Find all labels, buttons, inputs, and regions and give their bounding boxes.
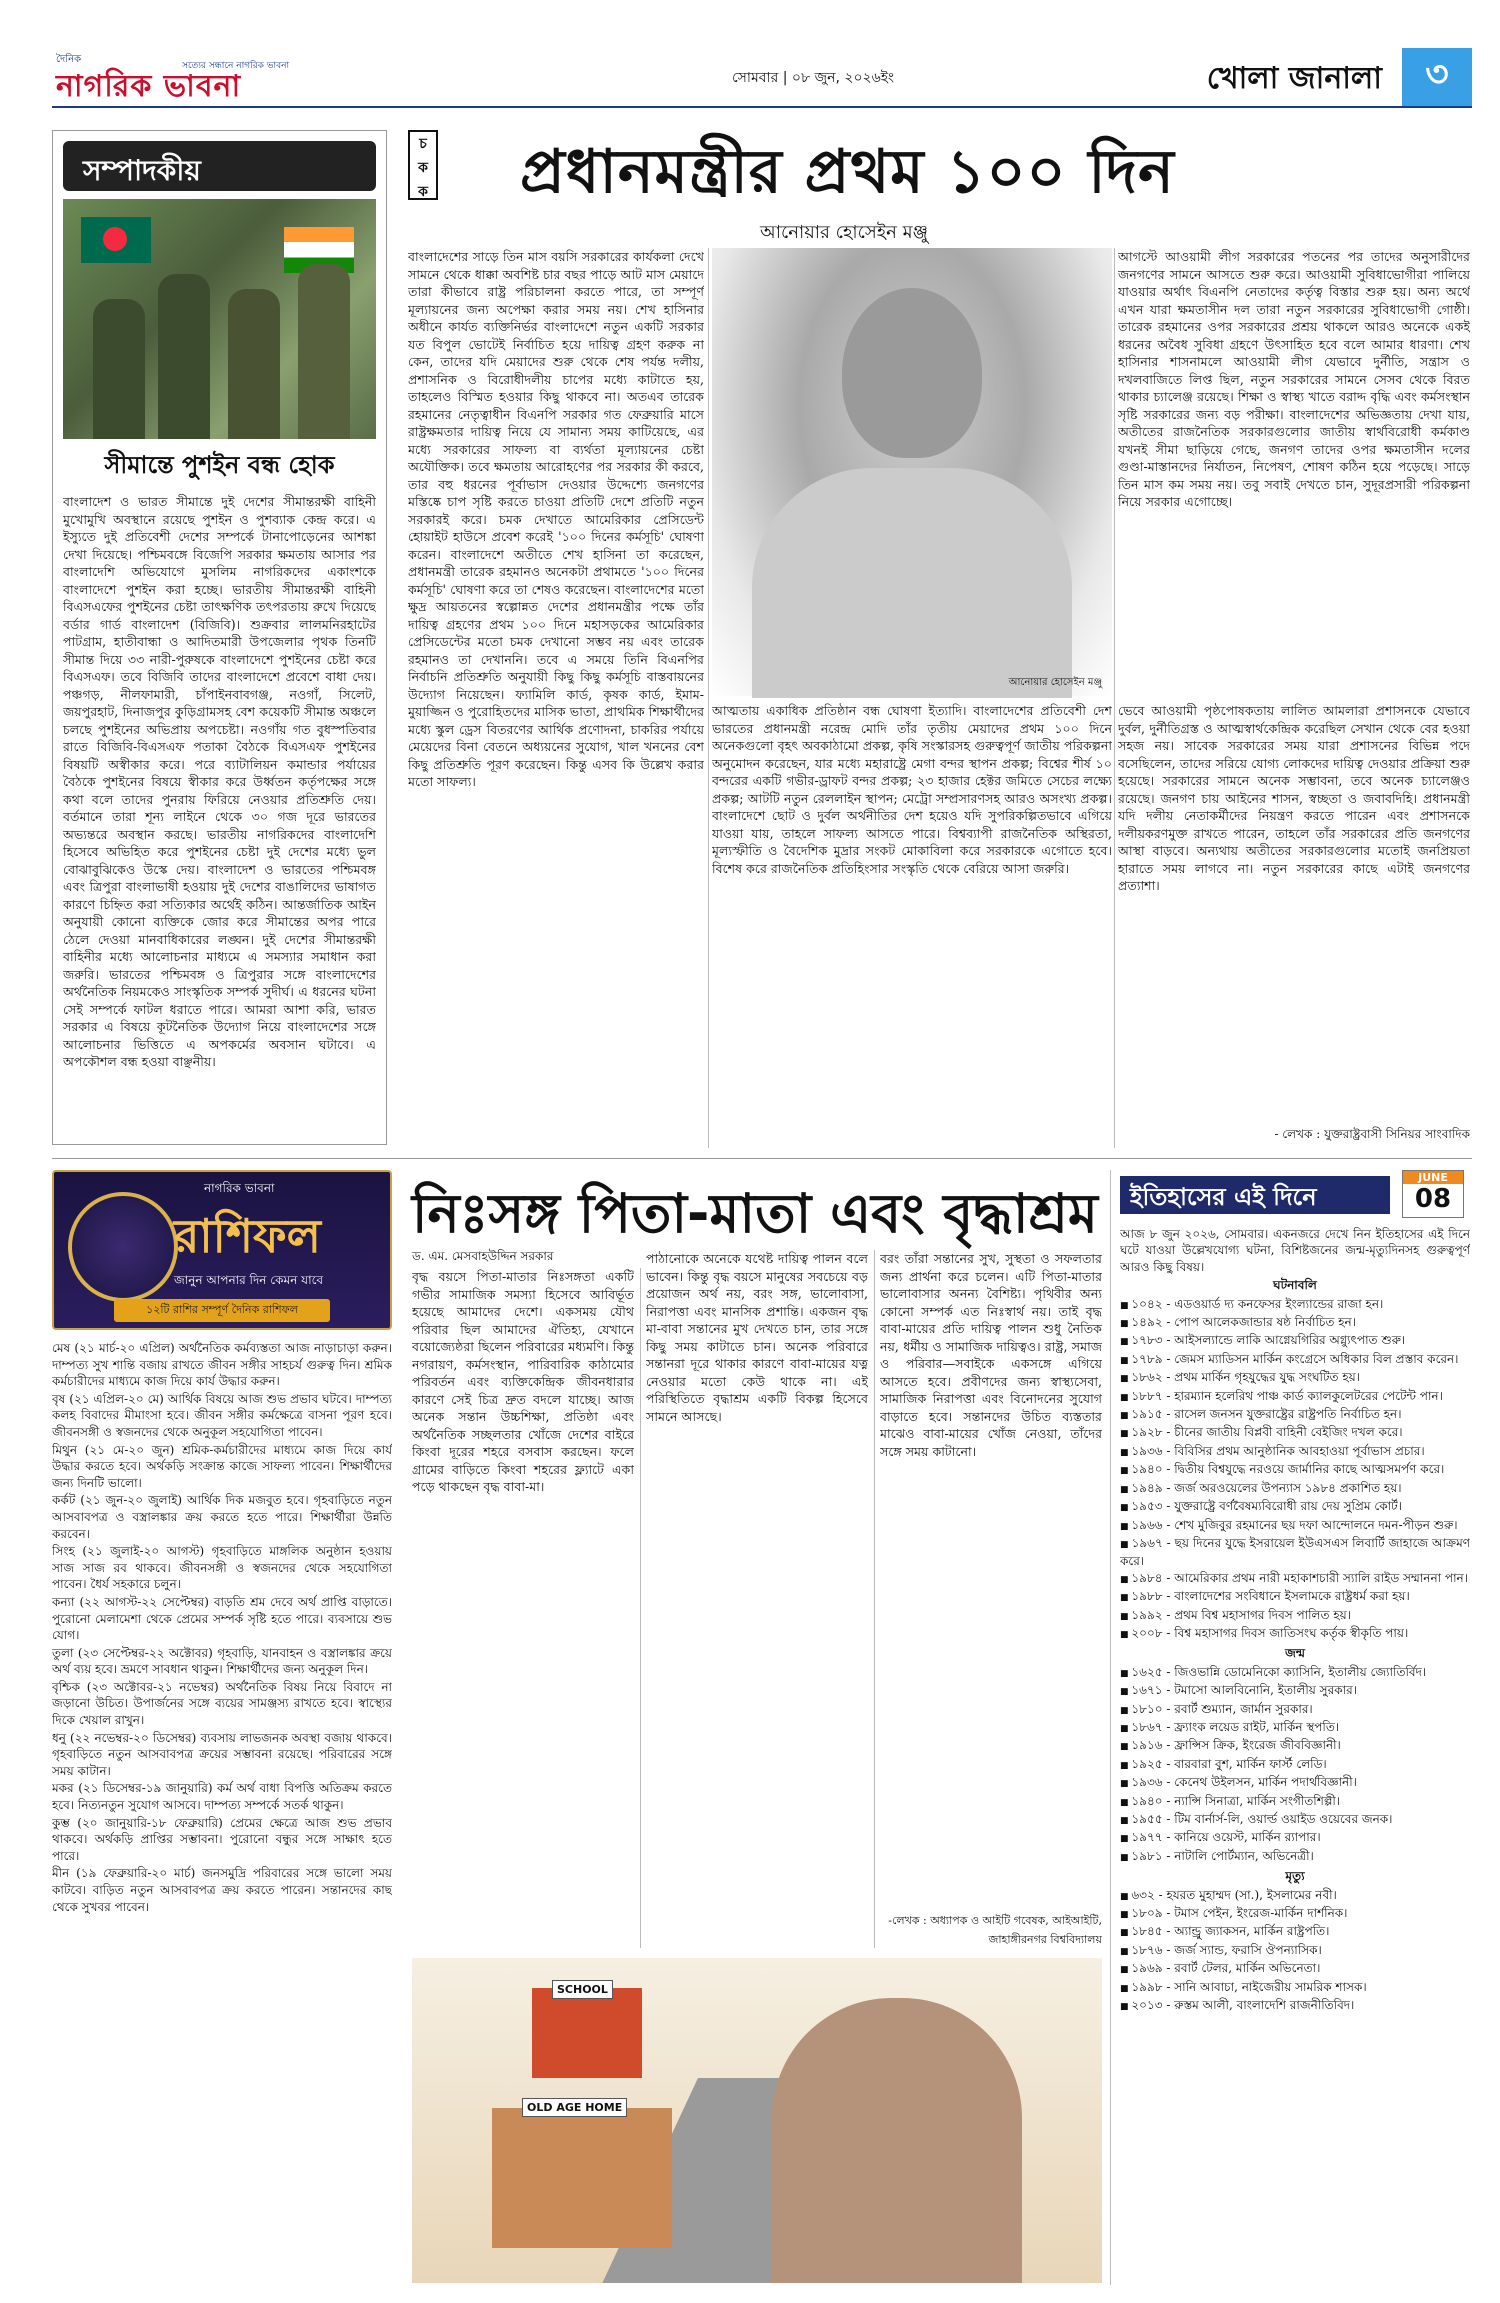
- history-intro: আজ ৮ জুন ২০২৬, সোমবার। একনজরে দেখে নিন ইতিহাসের এই দিনে ঘটে যাওয়া উল্লেখযোগ্য ঘটনা, বিশিষ্টজনের জন্ম-মৃত্যুদিনসহ গুরুত্বপূর্ণ আরও কিছু বিষয়।: [1120, 1227, 1470, 1274]
- history-event: ■ ১৯৬৬ - শেখ মুজিবুর রহমানের ছয় দফা আন্দোলনে দমন-পীড়ন শুরু।: [1120, 1517, 1470, 1535]
- column-divider: [1114, 248, 1115, 1148]
- history-header: [1120, 1170, 1470, 1218]
- editorial-title: সীমান্তে পুশইন বন্ধ হোক: [104, 451, 335, 479]
- logo-tagline: সত্যের সন্ধানে নাগরিক ভাবনা: [182, 61, 290, 71]
- main-article-author: আনোয়ার হোসেইন মঞ্জু: [760, 222, 928, 243]
- history-event: ■ ১৭৮৩ - আইসল্যান্ডে লাকি আগ্নেয়গিরির অগ্ন্যুৎপাত শুরু।: [1120, 1332, 1470, 1350]
- soldier-figure: [93, 299, 145, 439]
- editorial-banner: সম্পাদকীয়: [63, 141, 376, 191]
- history-event: ■ ১৯৫৩ - যুক্তরাষ্ট্রে বর্ণবৈষম্যবিরোধী রায় দেয় সুপ্রিম কোর্ট।: [1120, 1498, 1470, 1516]
- horoscope-item: সিংহ (২১ জুলাই-২০ আগস্ট) গৃহবাড়িতে মাঙ্গলিক অনুষ্ঠান হওয়ায় সাজ সাজ রব থাকবে। জীবনসঙ্গী ও স্বজনদের থেকে সহযোগিতা পাবেন। ধৈর্য সহকারে চলুন।: [52, 1544, 392, 1592]
- horoscope-item: মীন (১৯ ফেব্রুয়ারি-২০ মার্চ) জনসমুদ্রি পরিবারের সঙ্গে ভালো সময় কাটবে। বাড়িত নতুন আসবাবপত্র ক্রয় করতে পারেন। সন্তানদের কাছ থেকে সুখবর পাবেন।: [52, 1866, 392, 1914]
- article2-column-1: বৃদ্ধ বয়সে পিতা-মাতার নিঃসঙ্গতা একটি গভীর সামাজিক সমস্যা হিসেবে আবির্ভূত হয়েছে আমাদের দেশে। একসময় যৌথ পরিবার ছিল আমাদের ঐতিহ্য, যেখানে বয়োজ্যেষ্ঠরা ছিলেন পরিবারের মধ্যমণি। কিন্তু নগরায়ণ, কর্মসংস্থান, পারিবারিক কাঠামোর পরিবর্তন এবং ব্যক্তিকেন্দ্রিক জীবনধারার কারণে সেই চিত্র দ্রুত বদলে যাচ্ছে। আজ অনেক সন্তান উচ্চশিক্ষা, প্রতিষ্ঠা এবং অর্থনৈতিক সচ্ছলতার খোঁজে দেশের বাইরে কিংবা দূরের শহরে বসবাস করছেন। ফলে গ্রামের বাড়িতে কিংবা শহরের ফ্ল্যাটে একা পড়ে থাকছেন বৃদ্ধ বাবা-মা।: [412, 1269, 634, 1494]
- horoscope-banner-brand: নাগরিক ভাবনা: [204, 1181, 275, 1195]
- old-age-home-sign: OLD AGE HOME: [522, 2098, 627, 2117]
- old-age-home-building-icon: [492, 2108, 672, 2248]
- horoscope-subtitle: জানুন আপনার দিন কেমন যাবে: [174, 1273, 324, 1287]
- history-birth: ■ ১৮৬৭ - ফ্র্যাংক লয়েড রাইট, মার্কিন স্থপতি।: [1120, 1719, 1470, 1737]
- column-divider: [708, 248, 709, 1148]
- history-event: ■ ১৯৮৪ - আমেরিকার প্রথম নারী মহাকাশচারী স্যালি রাইড সম্মাননা পান।: [1120, 1570, 1470, 1588]
- section-divider: [52, 1158, 1472, 1159]
- deaths-list: [1120, 1887, 1470, 2016]
- history-event: ■ ১৯২৮ - চীনের জাতীয় বিপ্লবী বাহিনী বেইজিং দখল করে।: [1120, 1424, 1470, 1442]
- history-event: ■ ১৯৯২ - প্রথম বিশ্ব মহাসাগর দিবস পালিত হয়।: [1120, 1607, 1470, 1625]
- history-event: ■ ২০০৮ - বিশ্ব মহাসাগর দিবস জাতিসংঘ কর্তৃক স্বীকৃতি পায়।: [1120, 1625, 1470, 1643]
- column-divider: [1110, 1170, 1111, 2285]
- page-number: ৩: [1402, 48, 1472, 106]
- calendar-month: JUNE: [1403, 1171, 1463, 1184]
- column-label: [408, 130, 438, 200]
- newspaper-logo[interactable]: [52, 52, 292, 102]
- horoscope-item: কর্কট (২১ জুন-২০ জুলাই) আর্থিক দিক মজবুত হবে। গৃহবাড়িতে নতুন আসবাবপত্র ও বস্ত্রালঙ্কার ক্রয় করতে হতে পারে। শিক্ষার্থীরা উন্নতি করবেন।: [52, 1493, 392, 1541]
- history-death: ■ ১৯৯৮ - সানি আবাচা, নাইজেরীয় সামরিক শাসক।: [1120, 1979, 1470, 1997]
- article2-author: ড. এম. মেসবাহউদ্দিন সরকার: [412, 1249, 554, 1263]
- section-title: খোলা জানালা: [1206, 61, 1382, 96]
- horoscope-footer: ১২টি রাশির সম্পূর্ণ দৈনিক রাশিফল: [114, 1299, 330, 1322]
- soldier-figure: [158, 274, 210, 439]
- horoscope-title: রাশিফল: [174, 1209, 321, 1263]
- history-birth: ■ ১৬৭১ - টমাসো আলবিনোনি, ইতালীয় সুরকার।: [1120, 1682, 1470, 1700]
- logo-name: নাগরিক ভাবনা: [56, 69, 242, 104]
- elderly-hand-icon: [772, 1998, 1022, 2283]
- main-article-column-1: বাংলাদেশের সাড়ে তিন মাস বয়সি সরকারের কার্যকলা দেখে সামনে থেকে ধাক্কা অবশিষ্ট চার বছর পাড়ে আট মাস মেয়াদে তারা কীভাবে রাষ্ট্র পরিচালনা করতে পারে, তা সম্পূর্ণ মূল্যায়নের জন্য অপেক্ষা করার সময় নয়। শেখ হাসিনার অধীনে কার্যত ব্যক্তিনির্ভর বাংলাদেশে নতুন একটি সরকার যত বিপুল ভোটেই নির্বাচিত হয়ে দায়িত্ব গ্রহণ করুক না কেন, তাদের যদি মেয়াদের শুরু থেকে শেষ পর্যন্ত দলীয়, প্রশাসনিক ও বিরোধীদলীয় চাপের মধ্যে কাটাতে হয়, তাহলেও বিস্মিত হওয়ার কিছু থাকবে না। অতএব তারেক রহমানের নেতৃত্বাধীন বিএনপি সরকার গত ফেব্রুয়ারি মাসে রাষ্ট্রক্ষমতার দায়িত্ব নিয়ে যে সামান্য সময় কাটিয়েছে, এর মধ্যে সরকারের সাফল্য বা ব্যর্থতা মূল্যায়নের চেষ্টা অযৌক্তিক। তবে ক্ষমতায় আরোহণের পর সরকার কী করবে, তার বহু ধরনের পূর্বাভাস দেওয়ার উদ্দেশ্যে জনগণের মস্তিষ্কে চাপ সৃষ্টি করতে চাওয়া প্রতিটি দেশে প্রতিটি নতুন সরকারই করে। চমক দেখাতে আমেরিকার প্রেসিডেন্ট হোয়াইট হাউসে প্রবেশ করেই '১০০ দিনের কর্মসূচি' ঘোষণা করেন। বাংলাদেশে অতীতে শেখ হাসিনা তা করেছেন, প্রধানমন্ত্রী তারেক রহমানও অনেকটা প্রথামতে '১০০ দিনের কর্মসূচি' ঘোষণা করে তা শেষও করেছেন। বাংলাদেশের মতো ক্ষুদ্র আয়তনের স্বল্পোন্নত দেশের প্রধানমন্ত্রীর পক্ষে তাঁর দায়িত্ব গ্রহণের প্রথম ১০০ দিনে মহাসড়কের আমেরিকার প্রেসিডেন্টের মতো চমক দেখানো সম্ভব নয় এবং তারেক রহমানও তা দেখাননি। তবে এ সময়ে তিনি বিএনপির নির্বাচনি প্রতিশ্রুতি অনুযায়ী কিছু কিছু কর্মসূচি বাস্তবায়নের উদ্যোগ নিয়েছেন। ফ্যামিলি কার্ড, কৃষক কার্ড, ইমাম-মুয়াজ্জিন ও পুরোহিতদের মাসিক ভাতা, প্রাথমিক শিক্ষার্থীদের মধ্যে স্কুল ড্রেস বিতরণের আর্থিক প্রণোদনা, চাকরির পর্যায়ে মেয়েদের বিনা বেতনে অধ্যয়নের সুযোগ, খাল খননের বেশ কিছু প্রতিশ্রুতি পূরণ করেছেন। কিন্তু এসব কি উল্লেখ করার মতো সাফল্য।: [408, 249, 704, 789]
- history-event: ■ ১৯১৫ - রাসেল জনসন যুক্তরাষ্ট্রের রাষ্ট্রপতি নির্বাচিত হন।: [1120, 1406, 1470, 1424]
- history-birth: ■ ১৯৩৬ - কেনেথ উইলসন, মার্কিন পদার্থবিজ্ঞানী।: [1120, 1774, 1470, 1792]
- main-article-title[interactable]: প্রধানমন্ত্রীর প্রথম ১০০ দিন: [520, 137, 1175, 207]
- history-event: ■ ১৯৪৯ - জর্জ অরওয়েলের উপন্যাস ১৯৮৪ প্রকাশিত হয়।: [1120, 1480, 1470, 1498]
- soldier-figure: [298, 264, 350, 439]
- history-death: ■ ২০১৩ - রুস্তম আলী, বাংলাদেশি রাজনীতিবিদ।: [1120, 1997, 1470, 2015]
- column-divider: [640, 1268, 641, 1948]
- school-building-icon: [532, 1988, 642, 2078]
- soldier-figure: [228, 289, 280, 439]
- column-label-char: ক: [418, 184, 428, 200]
- column-divider: [874, 1250, 875, 1948]
- history-event: ■ ১৭৮৯ - জেমস ম্যাডিসন মার্কিন কংগ্রেসে অধিকার বিল প্রস্তাব করেন।: [1120, 1351, 1470, 1369]
- calendar-icon: [1402, 1170, 1464, 1218]
- deaths-heading: মৃত্যু: [1285, 1869, 1305, 1884]
- births-heading: জন্ম: [1285, 1646, 1305, 1661]
- history-birth: ■ ১৯৭৭ - কানিয়ে ওয়েস্ট, মার্কিন র‌্যাপার।: [1120, 1829, 1470, 1847]
- portrait-caption: আনোয়ার হোসেইন মঞ্জু: [1008, 677, 1102, 688]
- portrait-head: [842, 288, 982, 458]
- history-event: ■ ১৯৩৬ - বিবিসির প্রথম আনুষ্ঠানিক আবহাওয়া পূর্বাভাস প্রচার।: [1120, 1443, 1470, 1461]
- border-soldiers-photo: [63, 199, 376, 439]
- horoscope-item: তুলা (২৩ সেপ্টেম্বর-২২ অক্টোবর) গৃহবাড়ি, যানবাহন ও বস্ত্রালঙ্কার ক্রয়ে অর্থ ব্যয় হবে। ভ্রমণে সাবধান থাকুন। শিক্ষার্থীদের জন্য অনুকূল দিন।: [52, 1645, 392, 1677]
- history-death: ■ ১৮৭৬ - জর্জ স্যান্ড, ফরাসি ঔপন্যাসিক।: [1120, 1942, 1470, 1960]
- horoscope-item: মকর (২১ ডিসেম্বর-১৯ জানুয়ারি) কর্ম অর্থ বাধা বিপত্তি অতিক্রম করতে হবে। নিত্যনতুন সুযোগ আসবে। দাম্পত্য সম্পর্কে সতর্ক থাকুন।: [52, 1781, 392, 1813]
- horoscope-item: বৃষ (২১ এপ্রিল-২০ মে) আর্থিক বিষয়ে আজ শুভ প্রভাব ঘটবে। দাম্পত্য কলহ বিবাদের মীমাংসা হবে। জীবন সঙ্গীর কর্মক্ষেত্রে বাসনা পূরণ হবে। জীবনসঙ্গী ও স্বজনদের থেকে অনুকূল সহযোগিতা পাবেন।: [52, 1391, 392, 1439]
- history-banner: ইতিহাসের এই দিনে: [1120, 1176, 1390, 1214]
- horoscope-list: [52, 1340, 392, 2280]
- history-death: ■ ১৯৬৯ - রবার্ট টেলর, মার্কিন অভিনেতা।: [1120, 1960, 1470, 1978]
- history-birth: ■ ১৯৮১ - নাটালি পোর্টম্যান, অভিনেত্রী।: [1120, 1848, 1470, 1866]
- horoscope-banner[interactable]: [52, 1170, 392, 1330]
- bangladesh-flag-icon: [81, 217, 151, 263]
- calendar-day: 08: [1414, 1184, 1452, 1214]
- column-label-char: চ: [419, 136, 427, 152]
- horoscope-item: মিথুন (২১ মে-২০ জুন) শ্রমিক-কর্মচারীদের মাধ্যমে কাজ দিয়ে কার্য উদ্ধার করতে হবে। অর্থকড়ি সংক্রান্ত কাজে সাফল্য পাবেন। শিক্ষার্থীদের জন্য দিনটি ভালো।: [52, 1442, 392, 1490]
- main-article-column-5: ভেবে আওয়ামী পৃষ্ঠপোষকতায় লালিত আমলারা প্রশাসনকে যেভাবে দুর্বল, দুর্নীতিগ্রস্ত ও আত্মস্বার্থকেন্দ্রিক করেছিল সেখান থেকে বের হওয়া সহজ নয়। সাবেক সরকারের সময় যারা প্রশাসনের বিভিন্ন পদে বসেছিলেন, তাদের সরিয়ে যোগ্য লোকদের দায়িত্ব দেওয়ার প্রক্রিয়া শুরু হয়েছে। সরকারের সামনে অনেক সম্ভাবনা, তবে অনেক চ্যালেঞ্জও রয়েছে। জনগণ চায় আইনের শাসন, স্বচ্ছতা ও জবাবদিহি। প্রধানমন্ত্রী যদি দলীয় নেতাকর্মীদের নিয়ন্ত্রণ করতে পারেন এবং প্রশাসনকে দলীয়করণমুক্ত রাখতে পারেন, তাহলে তাঁর সরকারের প্রতি জনগণের আস্থা বাড়বে। অন্যথায় অতীতের সরকারগুলোর মতোই জনপ্রিয়তা হারাতে সময় লাগবে না। নতুন সরকারের কাছে এটাই জনগণের প্রত্যাশা।: [1118, 703, 1470, 893]
- author-portrait: [712, 248, 1112, 696]
- editorial-box: [52, 130, 387, 1145]
- history-death: ■ ৬৩২ - হযরত মুহাম্মদ (সা.), ইসলামের নবী।: [1120, 1887, 1470, 1905]
- history-list: [1120, 1226, 1470, 2286]
- history-event: ■ ১৯৮৮ - বাংলাদেশের সংবিধানে ইসলামকে রাষ্ট্রধর্ম করা হয়।: [1120, 1588, 1470, 1606]
- events-heading: ঘটনাবলি: [1273, 1278, 1317, 1293]
- history-event: ■ ১৮৬২ - প্রথম মার্কিন গৃহযুদ্ধের যুদ্ধ সংঘটিত হয়।: [1120, 1369, 1470, 1387]
- history-birth: ■ ১৬২৫ - জিওভান্নি ডোমেনিকো ক্যাসিনি, ইতালীয় জ্যোতির্বিদ।: [1120, 1664, 1470, 1682]
- main-article-author-note: - লেখক : যুক্তরাষ্ট্রবাসী সিনিয়র সাংবাদিক: [1274, 1127, 1470, 1141]
- history-event: ■ ১০৪২ - এডওয়ার্ড দ্য কনফেসর ইংল্যান্ডের রাজা হন।: [1120, 1296, 1470, 1314]
- main-article-column-4: আত্মতায় একাধিক প্রতিষ্ঠান বন্ধ ঘোষণা ইত্যাদি। বাংলাদেশের প্রতিবেশী দেশ ভারতের প্রধানমন্ত্রী নরেন্দ্র মোদি তাঁর তৃতীয় মেয়াদের প্রথম ১০০ দিনে অনেকগুলো বৃহৎ অবকাঠামো প্রকল্প, কৃষি সংস্কারসহ গুরুত্বপূর্ণ জাতীয় পরিকল্পনা অনুমোদন করেছেন, যার মধ্যে মহারাষ্ট্রে মেগা বন্দর স্থাপন প্রকল্প; বিশ্বের শীর্ষ ১০ বন্দরের একটি গভীর-ড্রাফট বন্দর প্রকল্প; ২৩ হাজার হেক্টর জমিতে সেচের লক্ষ্যে প্রকল্প; আটটি নতুন রেললাইন স্থাপন; মেট্রো সম্প্রসারণসহ আরও অসংখ্য প্রকল্প। বাংলাদেশে ছোট ও দুর্বল অর্থনীতির দেশ হয়েও যদি সুপরিকল্পিতভাবে এগিয়ে যাওয়া যায়, তাহলে সাফল্য আসতে পারে। বিশ্বব্যাপী রাজনৈতিক অস্থিরতা, মূল্যস্ফীতি ও বৈদেশিক মুদ্রার সংকট মোকাবিলা করে সরকারকে এগোতে হবে। বিশেষ করে রাজনৈতিক প্রতিহিংসার সংস্কৃতি থেকে বেরিয়ে আসা জরুরি।: [712, 703, 1112, 876]
- history-event: ■ ১৪৯২ - পোপ আলেকজান্ডার ষষ্ঠ নির্বাচিত হন।: [1120, 1314, 1470, 1332]
- history-birth: ■ ১৯১৬ - ফ্রান্সিস ক্রিক, ইংরেজ জীববিজ্ঞানী।: [1120, 1737, 1470, 1755]
- births-list: [1120, 1664, 1470, 1866]
- horoscope-item: মেষ (২১ মার্চ-২০ এপ্রিল) অর্থনৈতিক কর্মব্যস্ততা আজ নাড়াচাড়া করুন। দাম্পত্য সুখ শান্তি বজায় রাখতে জীবন সঙ্গীর সাহচর্য গুরুত্ব দিন। শ্রমিক কর্মচারীদের মাধ্যমে কাজ দিয়ে কার্য উদ্ধার করুন।: [52, 1341, 392, 1389]
- column-label-char: ক: [418, 160, 428, 176]
- history-birth: ■ ১৯২৫ - বারবারা বুশ, মার্কিন ফার্স্ট লেডি।: [1120, 1756, 1470, 1774]
- portrait-shoulders: [752, 468, 1072, 698]
- history-death: ■ ১৮৪৫ - অ্যান্ড্রু জ্যাকসন, মার্কিন রাষ্ট্রপতি।: [1120, 1923, 1470, 1941]
- article2-author-note: -লেখক : অধ্যাপক ও আইটি গবেষক, আইআইটি, জাহাঙ্গীরনগর বিশ্ববিদ্যালয়: [888, 1914, 1102, 1946]
- issue-date: সোমবার | ০৮ জুন, ২০২৬ইং: [732, 70, 895, 86]
- history-event: ■ ১৮৮৭ - হারম্যান হলেরিথ পাঞ্চ কার্ড ক্যালকুলেটরের পেটেন্ট পান।: [1120, 1388, 1470, 1406]
- history-birth: ■ ১৮১০ - রবার্ট শুম্যান, জার্মান সুরকার।: [1120, 1701, 1470, 1719]
- article2-title[interactable]: নিঃসঙ্গ পিতা-মাতা এবং বৃদ্ধাশ্রম: [412, 1182, 1098, 1245]
- article2-column-3: বরং তাঁরা সন্তানের সুখ, সুস্থতা ও সফলতার জন্য প্রার্থনা করে চলেন। এটি পিতা-মাতার ভালোবাসার অনন্য বৈশিষ্ট্য। পৃথিবীর অন্য কোনো সম্পর্ক এত নিঃস্বার্থ নয়। তাই বৃদ্ধ বাবা-মায়ের প্রতি দায়িত্ব পালন শুধু নৈতিক নয়, ধর্মীয় ও সামাজিক দায়িত্বও। রাষ্ট্র, সমাজ ও পরিবার—সবাইকে একসঙ্গে এগিয়ে আসতে হবে। প্রবীণদের জন্য স্বাস্থ্যসেবা, সামাজিক নিরাপত্তা এবং বিনোদনের সুযোগ বাড়াতে হবে। সন্তানদের উচিত ব্যস্ততার মাঝেও বাবা-মায়ের খোঁজ নেওয়া, তাঁদের সঙ্গে সময় কাটানো।: [880, 1251, 1102, 1459]
- horoscope-item: কন্যা (২২ আগস্ট-২২ সেপ্টেম্বর) বাড়তি শ্রম দেবে অর্থ প্রাপ্তি বাড়াতে। পুরোনো মেলামেশা থেকে প্রেমের সম্পর্ক সৃষ্টি হতে পারে। ব্যবসায়ে শুভ যোগ।: [52, 1594, 392, 1643]
- history-event: ■ ১৯৪০ - দ্বিতীয় বিশ্বযুদ্ধে নরওয়ে জার্মানির কাছে আত্মসমর্পণ করে।: [1120, 1461, 1470, 1479]
- main-article-column-3: আগস্টে আওয়ামী লীগ সরকারের পতনের পর তাদের অনুসারীদের জনগণের সামনে আসতে শুরু করে। আওয়ামী সুবিধাভোগীরা পালিয়ে যাওয়ার অর্থাৎ বিএনপি নেতাদের কর্তৃত্ব বিস্তার শুরু হয়। অন্য অর্থে এখন যারা ক্ষমতাসীন দল তারা নতুন সরকারের সুবিধাভোগী গোষ্ঠী। তারেক রহমানের ওপর সরকারের প্রশ্রয় থাকলে আরও অনেকে একই ধরনের অবৈধ সুবিধা গ্রহণে উৎসাহিত হবে বলে আমার ধারণা। শেখ হাসিনার শাসনামলে আওয়ামী লীগ যেভাবে দুর্নীতি, সন্ত্রাস ও দখলবাজিতে লিপ্ত ছিল, নতুন সরকারের সামনে সেসব থেকে বিরত থাকার চ্যালেঞ্জ রয়েছে। শিক্ষা ও স্বাস্থ্য খাতে বরাদ্দ বৃদ্ধি এবং কর্মসংস্থান সৃষ্টি সরকারের জন্য বড় পরীক্ষা। বাংলাদেশের অভিজ্ঞতায় দেখা যায়, অতীতের রাজনৈতিক সরকারগুলোর জাতীয় স্বার্থবিরোধী কর্মকাণ্ড যখনই সীমা ছাড়িয়ে গেছে, জনগণ তাদের ওপর ক্ষমতাসীন দলের গুণ্ডা-মাস্তানদের নির্যাতন, নিপেষণ, শোষণ কঠিন হয়ে পড়েছে। সাড়ে তিন মাস কম সময় নয়। তবু সবাই দেখতে চান, সুদূরপ্রসারী পরিকল্পনা নিয়ে সরকার এগোচ্ছে।: [1118, 249, 1470, 509]
- school-sign: SCHOOL: [552, 1980, 613, 1999]
- horoscope-item: বৃশ্চিক (২৩ অক্টোবর-২১ নভেম্বর) অর্থনৈতিক বিষয় নিয়ে বিবাদে না জড়ানো উচিত। উপার্জনের সঙ্গে ব্যয়ের সামঞ্জস্য রাখতে হবে। স্বাস্থ্যের দিকে খেয়াল রাখুন।: [52, 1679, 392, 1728]
- article2-column-2: পাঠানোকে অনেকে যথেষ্ট দায়িত্ব পালন বলে ভাবেন। কিন্তু বৃদ্ধ বয়সে মানুষের সবচেয়ে বড় প্রয়োজন অর্থ নয়, বরং সঙ্গ, ভালোবাসা, নিরাপত্তা এবং মানসিক প্রশান্তি। একজন বৃদ্ধ মা-বাবা সন্তানের মুখ দেখতে চান, তার সঙ্গে কিছু সময় কাটাতে চান। অনেক পরিবারে সন্তানরা দূরে থাকার কারণে বাবা-মায়ের যত্ন নেওয়ার মতো কেউ থাকে না। এই পরিস্থিতিতে বৃদ্ধাশ্রম একটি বিকল্প হিসেবে সামনে আসছে।: [646, 1251, 868, 1424]
- zodiac-wheel-icon: [68, 1192, 178, 1302]
- history-event: ■ ১৯৬৭ - ছয় দিনের যুদ্ধে ইসরায়েল ইউএসএস লিবার্টি জাহাজে আক্রমণ করে।: [1120, 1535, 1470, 1570]
- horoscope-item: ধনু (২২ নভেম্বর-২০ ডিসেম্বর) ব্যবসায় লাভজনক অবস্থা বজায় থাকবে। গৃহবাড়িতে নতুন আসবাবপত্র ক্রয়ের সম্ভাবনা রয়েছে। পরিবারের সঙ্গে সময় কাটান।: [52, 1730, 392, 1778]
- history-birth: ■ ১৯৫৫ - টিম বার্নার্স-লি, ওয়ার্ল্ড ওয়াইড ওয়েবের জনক।: [1120, 1811, 1470, 1829]
- masthead: [52, 48, 1472, 108]
- history-birth: ■ ১৯৪০ - ন্যান্সি সিনাত্রা, মার্কিন সংগীতশিল্পী।: [1120, 1793, 1470, 1811]
- old-age-home-illustration: [412, 1958, 1102, 2283]
- logo-small-text: দৈনিক: [56, 54, 82, 65]
- events-list: [1120, 1296, 1470, 1644]
- history-death: ■ ১৮০৯ - টমাস পেইন, ইংরেজ-মার্কিন দার্শনিক।: [1120, 1905, 1470, 1923]
- editorial-body: বাংলাদেশ ও ভারত সীমান্তে দুই দেশের সীমান্তরক্ষী বাহিনী মুখোমুখি অবস্থানে রয়েছে পুশইন ও পুশব্যাক কেন্দ্র করে। এ ইস্যুতে দুই প্রতিবেশী দেশের সম্পর্কে টানাপোড়েনের আশঙ্কা দেখা দিয়েছে। পশ্চিমবঙ্গে বিজেপি সরকার ক্ষমতায় আসার পর বাংলাদেশি অভিযোগে মুসলিম নাগরিকদের একাংশকে বাংলাদেশে পুশইন করা হচ্ছে। ভারতীয় সীমান্তরক্ষী বাহিনী বিএসএফের পুশইনের চেষ্টা তাৎক্ষণিক তৎপরতায় রুখে দিয়েছে বর্ডার গার্ড বাংলাদেশ (বিজিবি)। শুক্রবার লালমনিরহাটের পাটগ্রাম, হাতীবান্ধা ও আদিতমারী উপজেলার পৃথক তিনটি সীমান্ত দিয়ে ৩৩ নারী-পুরুষকে বাংলাদেশে পুশইনের চেষ্টা করে বিএসএফ। তবে বিজিবি তাদের বাংলাদেশে প্রবেশে বাধা দেয়। পঞ্চগড়, নীলফামারী, চাঁপাইনবাবগঞ্জ, নওগাঁ, সিলেট, জয়পুরহাট, দিনাজপুর কুড়িগ্রামসহ বেশ কয়েকটি সীমান্ত অঞ্চলে চলছে পুশইনের অভিপ্রায় অপচেষ্টা। নওগাঁয় গত বুধস্পতিবার রাতে বিজিবি-বিএসএফ পতাকা বৈঠকে বিএসএফ পুশইনের বিষয়টি অস্বীকার করে। পরে ব্যাটালিয়ন কমান্ডার পর্যায়ের বৈঠকে পুশইনের বিষয়ে স্বীকার করে উর্ধ্বতন কর্তৃপক্ষের সঙ্গে কথা বলে তাদের পুনরায় ফিরিয়ে নেওয়ার প্রতিশ্রুতি দেয়। বর্তমানে তারা শূন্য লাইনে থেকে ৩০ গজ দূরে ভারতের অভ্যন্তরে অবস্থান করছে। ভারতীয় নাগরিকদের বাংলাদেশি হিসেবে অভিহিত করে পুশইনের চেষ্টা দুই দেশের মধ্যে ভুল বোঝাবুঝিকেও উস্কে দেয়। বাংলাদেশ ও ভারতের পশ্চিমবঙ্গ এবং ত্রিপুরা বাংলাভাষী হওয়ায় দুই দেশের বাঙালিদের ভাষাগত কারণে চিহ্নিত করা সত্যিকার অর্থেই কঠিন। আন্তর্জাতিক আইন অনুযায়ী কোনো ব্যক্তিকে জোর করে সীমান্তের অপর পারে ঠেলে দেওয়া মানবাধিকারের লঙ্ঘন। দুই দেশের সীমান্তরক্ষী বাহিনীর মধ্যে আলোচনার মাধ্যমে এ সমস্যার সমাধান করা জরুরি। ভারতের পশ্চিমবঙ্গ ও ত্রিপুরার সঙ্গে বাংলাদেশের অর্থনৈতিক নিয়মকেও সাংস্কৃতিক সম্পর্ক সুদীর্ঘ। এ ধরনের ঘটনা সেই সম্পর্কে ফাটল ধরাতে পারে। আমরা আশা করি, ভারত সরকার এ বিষয়ে কূটনৈতিক উদ্যোগ নিয়ে বাংলাদেশের সঙ্গে আলোচনার ভিত্তিতে এ অপকর্মের অবসান ঘটাবে। এ অপকৌশল বন্ধ হওয়া বাঞ্ছনীয়।: [63, 494, 376, 1069]
- horoscope-item: কুম্ভ (২০ জানুয়ারি-১৮ ফেব্রুয়ারি) প্রেমের ক্ষেত্রে আজ শুভ প্রভাব থাকবে। অর্থকড়ি প্রাপ্তির সম্ভাবনা। পুরোনো বন্ধুর সঙ্গে সাক্ষাৎ হতে পারে।: [52, 1815, 392, 1863]
